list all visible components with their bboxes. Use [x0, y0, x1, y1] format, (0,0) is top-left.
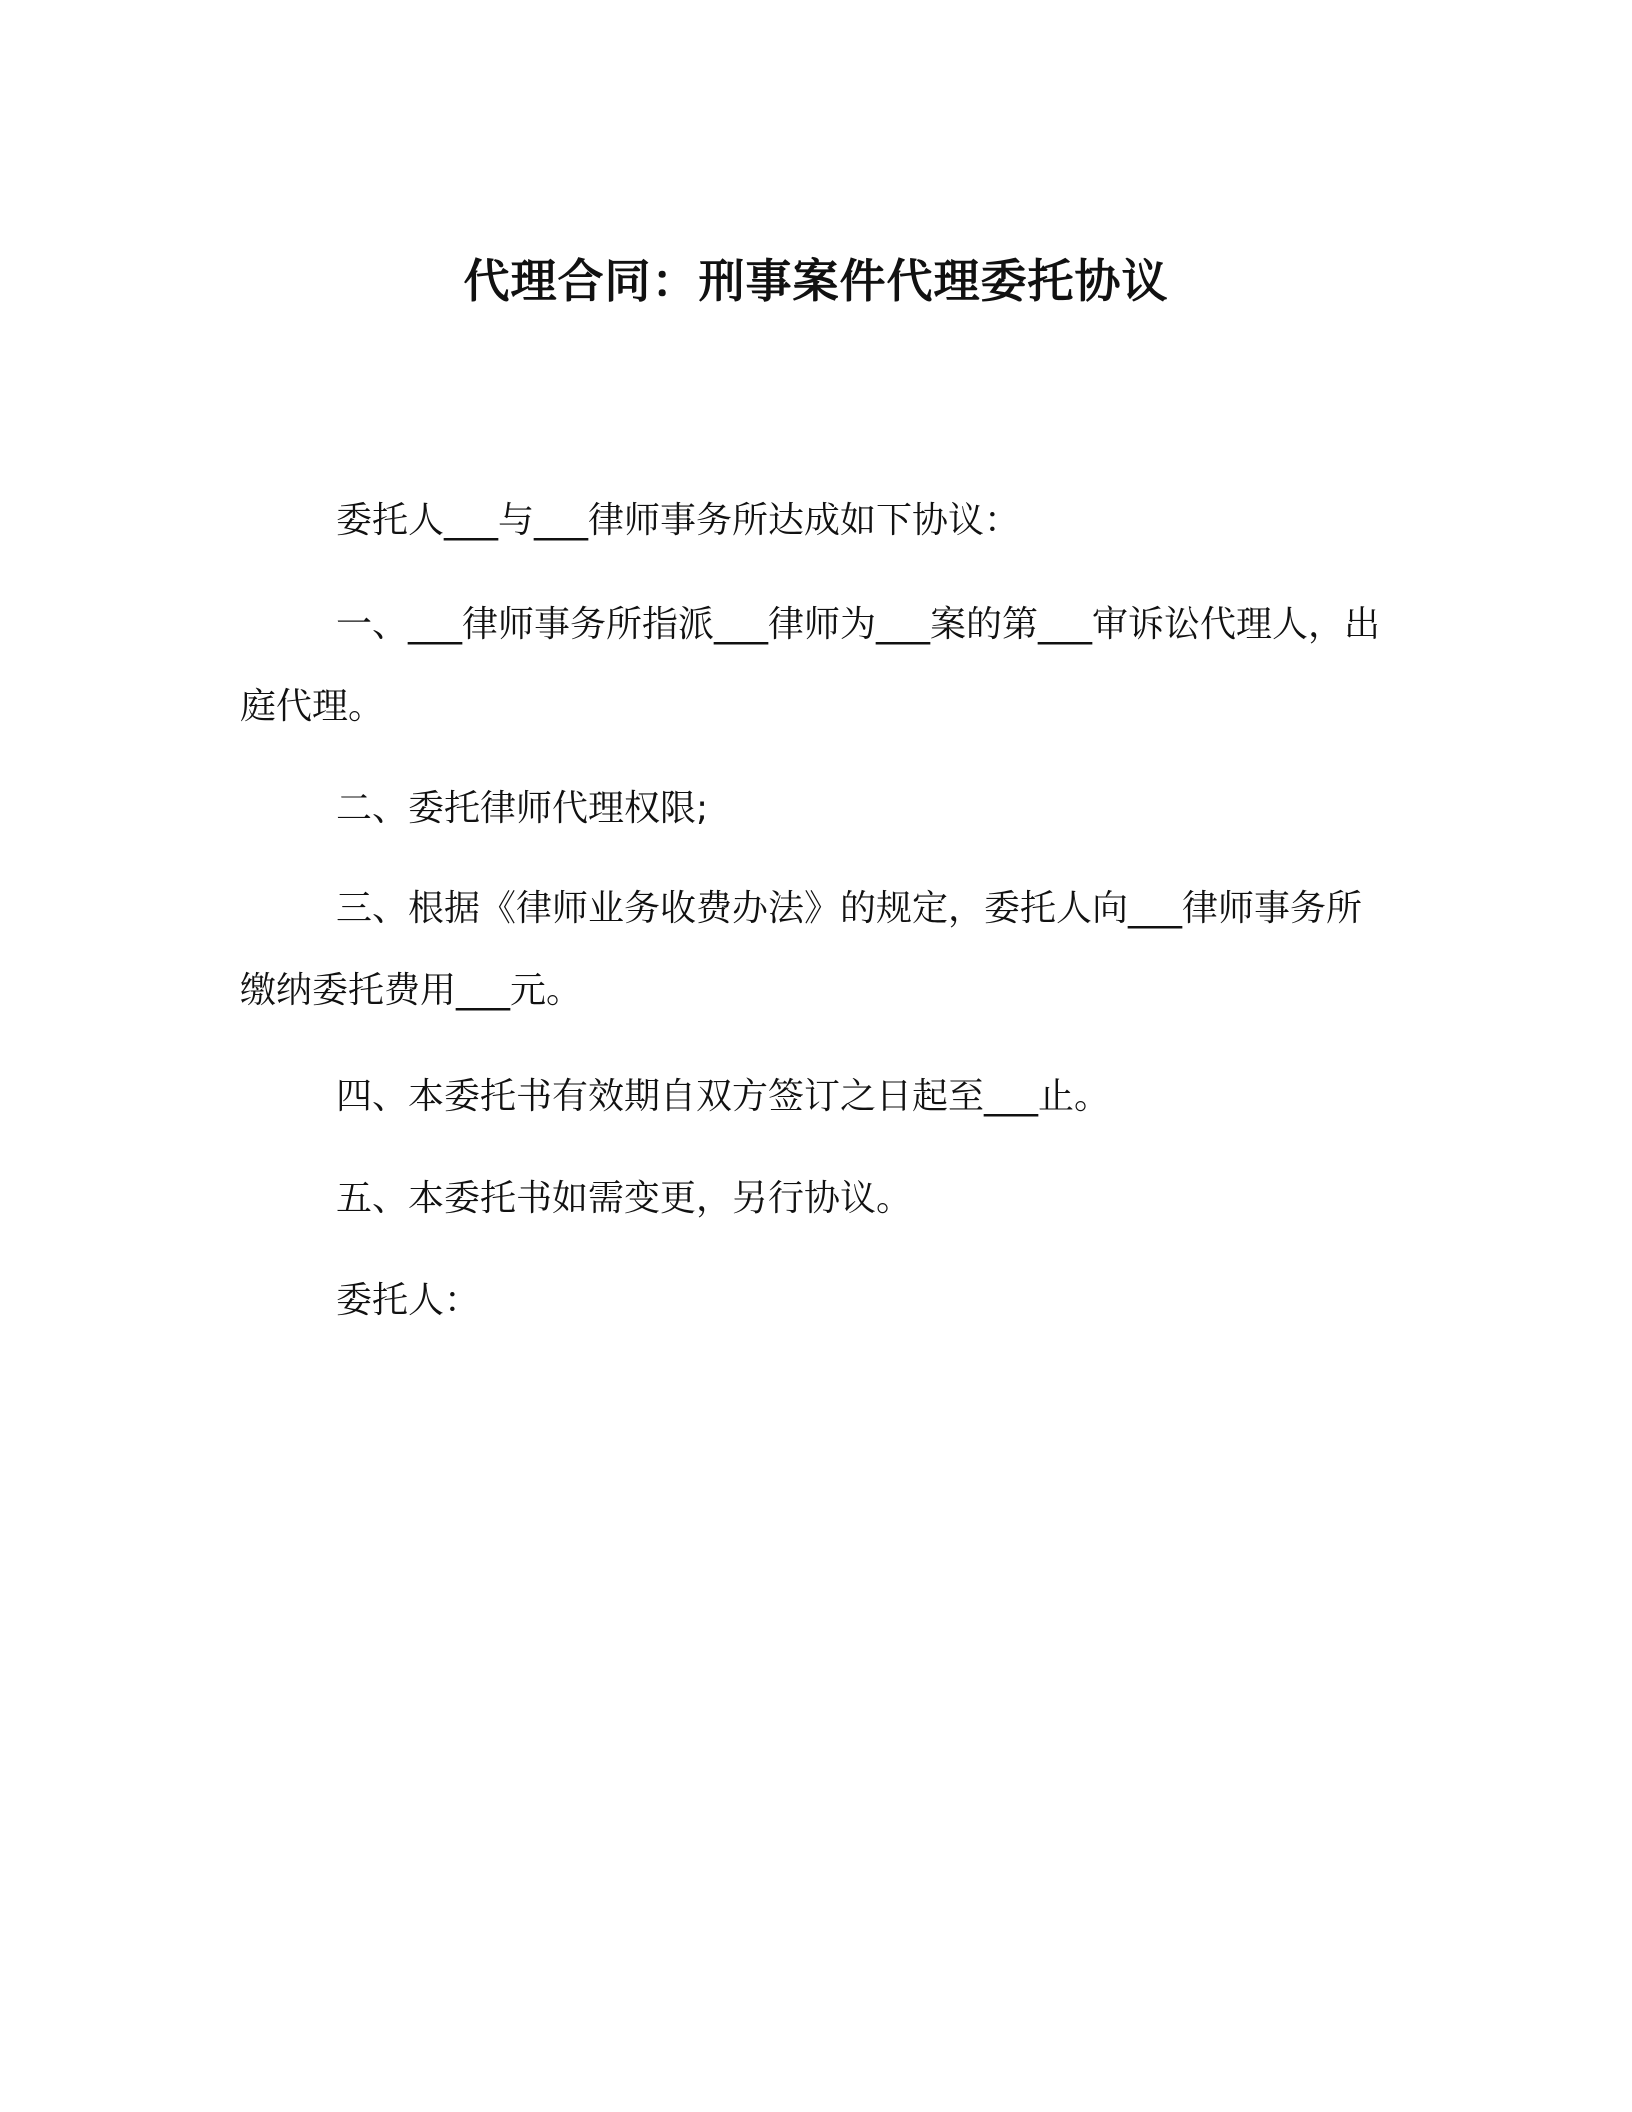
clause-five: 五、本委托书如需变更，另行协议。	[336, 1178, 913, 1219]
document-title: 代理合同：刑事案件代理委托协议	[463, 253, 1169, 308]
clause-three: 三、根据《律师业务收费办法》的规定，委托人向___律师事务所缴纳委托费用___元。	[240, 888, 1363, 1011]
signature-label: 委托人：	[336, 1280, 481, 1321]
clause-four: 四、本委托书有效期自双方签订之日起至___止。	[336, 1076, 1111, 1117]
clause-two: 二、委托律师代理权限;	[336, 788, 709, 829]
clause-one: 一、___律师事务所指派___律师为___案的第___审诉讼代理人，出庭代理。	[240, 604, 1381, 727]
paragraph-intro: 委托人___与___律师事务所达成如下协议：	[336, 500, 1021, 541]
